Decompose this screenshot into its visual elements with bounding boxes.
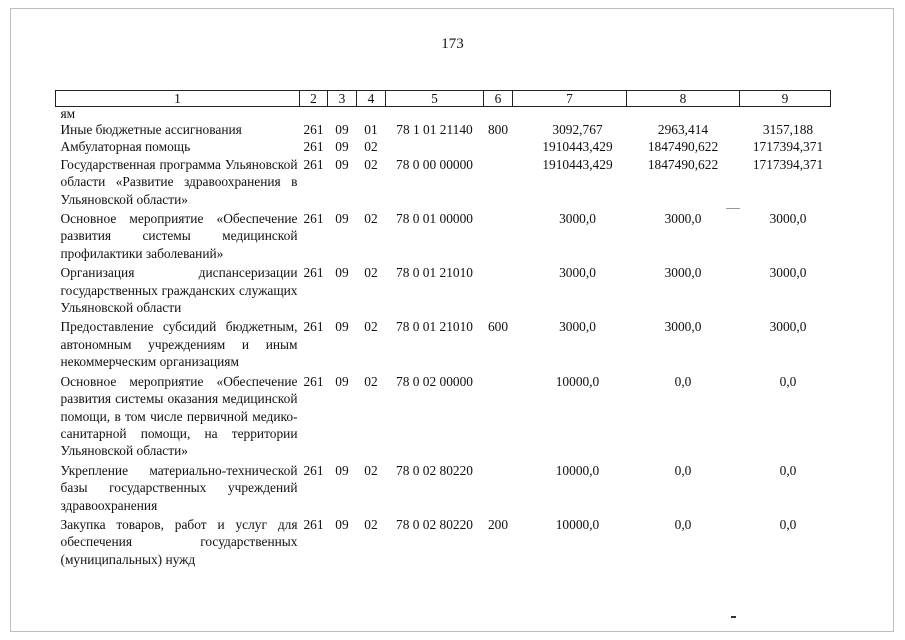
row-col-9: 3000,0 (769, 265, 807, 281)
row-col-2: 261 (303, 139, 324, 155)
row-col-5: 78 1 01 21140 (396, 122, 473, 137)
header-col-2: 2 (300, 91, 328, 107)
row-name: Закупка товаров, работ и услуг для обеспечения государственных (муниципальных) нужд (60, 516, 298, 567)
row-col-9: 3157,188 (762, 122, 814, 137)
row-col-4: 02 (364, 139, 378, 155)
row-col-6 (484, 373, 513, 462)
row-name: Предоставление субсидий бюджетным, автономным учреждениям и иным некоммерческим организациям (60, 319, 298, 370)
row-name: Укрепление материально-технической базы государственных учреждений здравоохранения (60, 462, 298, 513)
row-col-3: 09 (335, 462, 349, 478)
row-name: Основное мероприятие «Обеспечение развития системы медицинской профилактики заболеваний» (60, 211, 298, 261)
row-col-2: 261 (303, 373, 324, 389)
row-col-7: 3092,767 (552, 122, 603, 137)
row-col-6 (484, 138, 513, 155)
row-col-3: 09 (335, 516, 349, 532)
row-col-2: 261 (303, 516, 324, 532)
page-number: 173 (441, 36, 464, 52)
table-row (56, 264, 831, 318)
row-col-4: 02 (364, 319, 378, 335)
row-col-6: 600 (487, 319, 509, 335)
row-col-4: 02 (364, 156, 378, 172)
table-row (56, 373, 831, 462)
row-col-6 (484, 462, 513, 516)
row-col-8: 2963,414 (657, 122, 709, 137)
row-col-2: 261 (303, 462, 324, 478)
row-col-3: 09 (335, 211, 349, 227)
row-col-5 (386, 138, 484, 155)
row-col-9: 0,0 (779, 462, 797, 478)
row-name: Амбулаторная помощь (60, 139, 191, 155)
row-col-4: 02 (364, 265, 378, 281)
table-row (56, 210, 831, 264)
row-col-6 (484, 264, 513, 318)
row-col-6 (484, 156, 513, 210)
row-col-8: 1847490,622 (647, 139, 719, 155)
row-col-3: 09 (335, 265, 349, 281)
row-col-2: 261 (303, 156, 324, 172)
row-name: Организация диспансеризации государственных гражданских служащих Ульяновской области (60, 265, 298, 316)
table-row (56, 516, 831, 570)
row-col-2: 261 (303, 265, 324, 281)
row-col-8: 3000,0 (664, 265, 702, 281)
header-col-8: 8 (627, 91, 740, 107)
table-row (56, 138, 831, 155)
row-col-2: 261 (303, 319, 324, 335)
header-col-9: 9 (740, 91, 831, 107)
row-col-5: 78 0 00 00000 (396, 156, 473, 172)
row-col-6: 200 (487, 516, 509, 532)
row-col-8: 0,0 (674, 373, 692, 389)
row-col-9: 3000,0 (769, 319, 807, 335)
table-header-row (56, 91, 831, 107)
row-col-9: 1717394,371 (752, 139, 824, 155)
row-col-8: 0,0 (674, 516, 692, 532)
row-col-3: 09 (335, 373, 349, 389)
row-col-7: 3000,0 (559, 211, 596, 227)
table-row (56, 462, 831, 516)
row-col-7: 3000,0 (559, 265, 596, 281)
row-col-6 (484, 210, 513, 264)
header-col-4: 4 (357, 91, 386, 107)
row-col-4: 02 (364, 211, 378, 227)
table-row (56, 318, 831, 372)
row-col-8: 0,0 (674, 462, 692, 478)
lead-row (56, 107, 831, 122)
row-col-6: 800 (487, 122, 509, 137)
row-col-7: 10000,0 (555, 516, 600, 532)
row-col-2: 261 (303, 211, 324, 227)
row-col-5: 78 0 01 00000 (396, 211, 473, 227)
row-col-3: 09 (335, 122, 349, 137)
scan-mark (731, 616, 736, 618)
header-col-5: 5 (386, 91, 484, 107)
header-col-3: 3 (328, 91, 357, 107)
row-col-4: 02 (364, 373, 378, 389)
row-col-3: 09 (335, 139, 349, 155)
row-col-5: 78 0 02 80220 (396, 462, 473, 478)
row-col-7: 1910443,429 (542, 156, 613, 172)
row-col-4: 02 (364, 516, 378, 532)
row-col-7: 10000,0 (555, 462, 600, 478)
row-col-7: 10000,0 (555, 373, 600, 389)
table-row (56, 156, 831, 210)
header-col-1: 1 (56, 91, 300, 107)
row-col-9: 0,0 (779, 373, 797, 389)
budget-table-container (55, 90, 831, 570)
row-name: Государственная программа Ульяновской области «Развитие здравоохранения в Ульяновской области» (60, 156, 298, 207)
row-col-3: 09 (335, 156, 349, 172)
row-col-2: 261 (303, 122, 324, 137)
row-col-8: 3000,0 (664, 211, 702, 227)
row-col-9: 1717394,371 (752, 156, 824, 172)
row-col-7: 1910443,429 (542, 139, 613, 155)
row-col-9: 3000,0 (769, 211, 807, 227)
budget-table (55, 90, 831, 570)
row-col-4: 02 (364, 462, 378, 478)
row-name: Иные бюджетные ассигнования (60, 122, 242, 137)
row-col-8: 3000,0 (664, 319, 702, 335)
scan-mark (726, 208, 740, 209)
row-col-7: 3000,0 (559, 319, 596, 335)
table-row (56, 121, 831, 138)
row-col-8: 1847490,622 (647, 156, 719, 172)
lead-text: ям (60, 106, 76, 121)
row-col-4: 01 (364, 122, 378, 137)
row-col-5: 78 0 01 21010 (396, 265, 473, 281)
row-col-5: 78 0 02 80220 (396, 516, 473, 532)
row-col-3: 09 (335, 319, 349, 335)
row-col-5: 78 0 02 00000 (396, 373, 473, 389)
row-col-9: 0,0 (779, 516, 797, 532)
header-col-7: 7 (513, 91, 627, 107)
header-col-6: 6 (484, 91, 513, 107)
row-name: Основное мероприятие «Обеспечение развития системы оказания медицинской помощи, в том числе первичной медико-санитарной помощи, на территории Ульяновской области» (60, 373, 298, 459)
row-col-5: 78 0 01 21010 (396, 319, 473, 335)
